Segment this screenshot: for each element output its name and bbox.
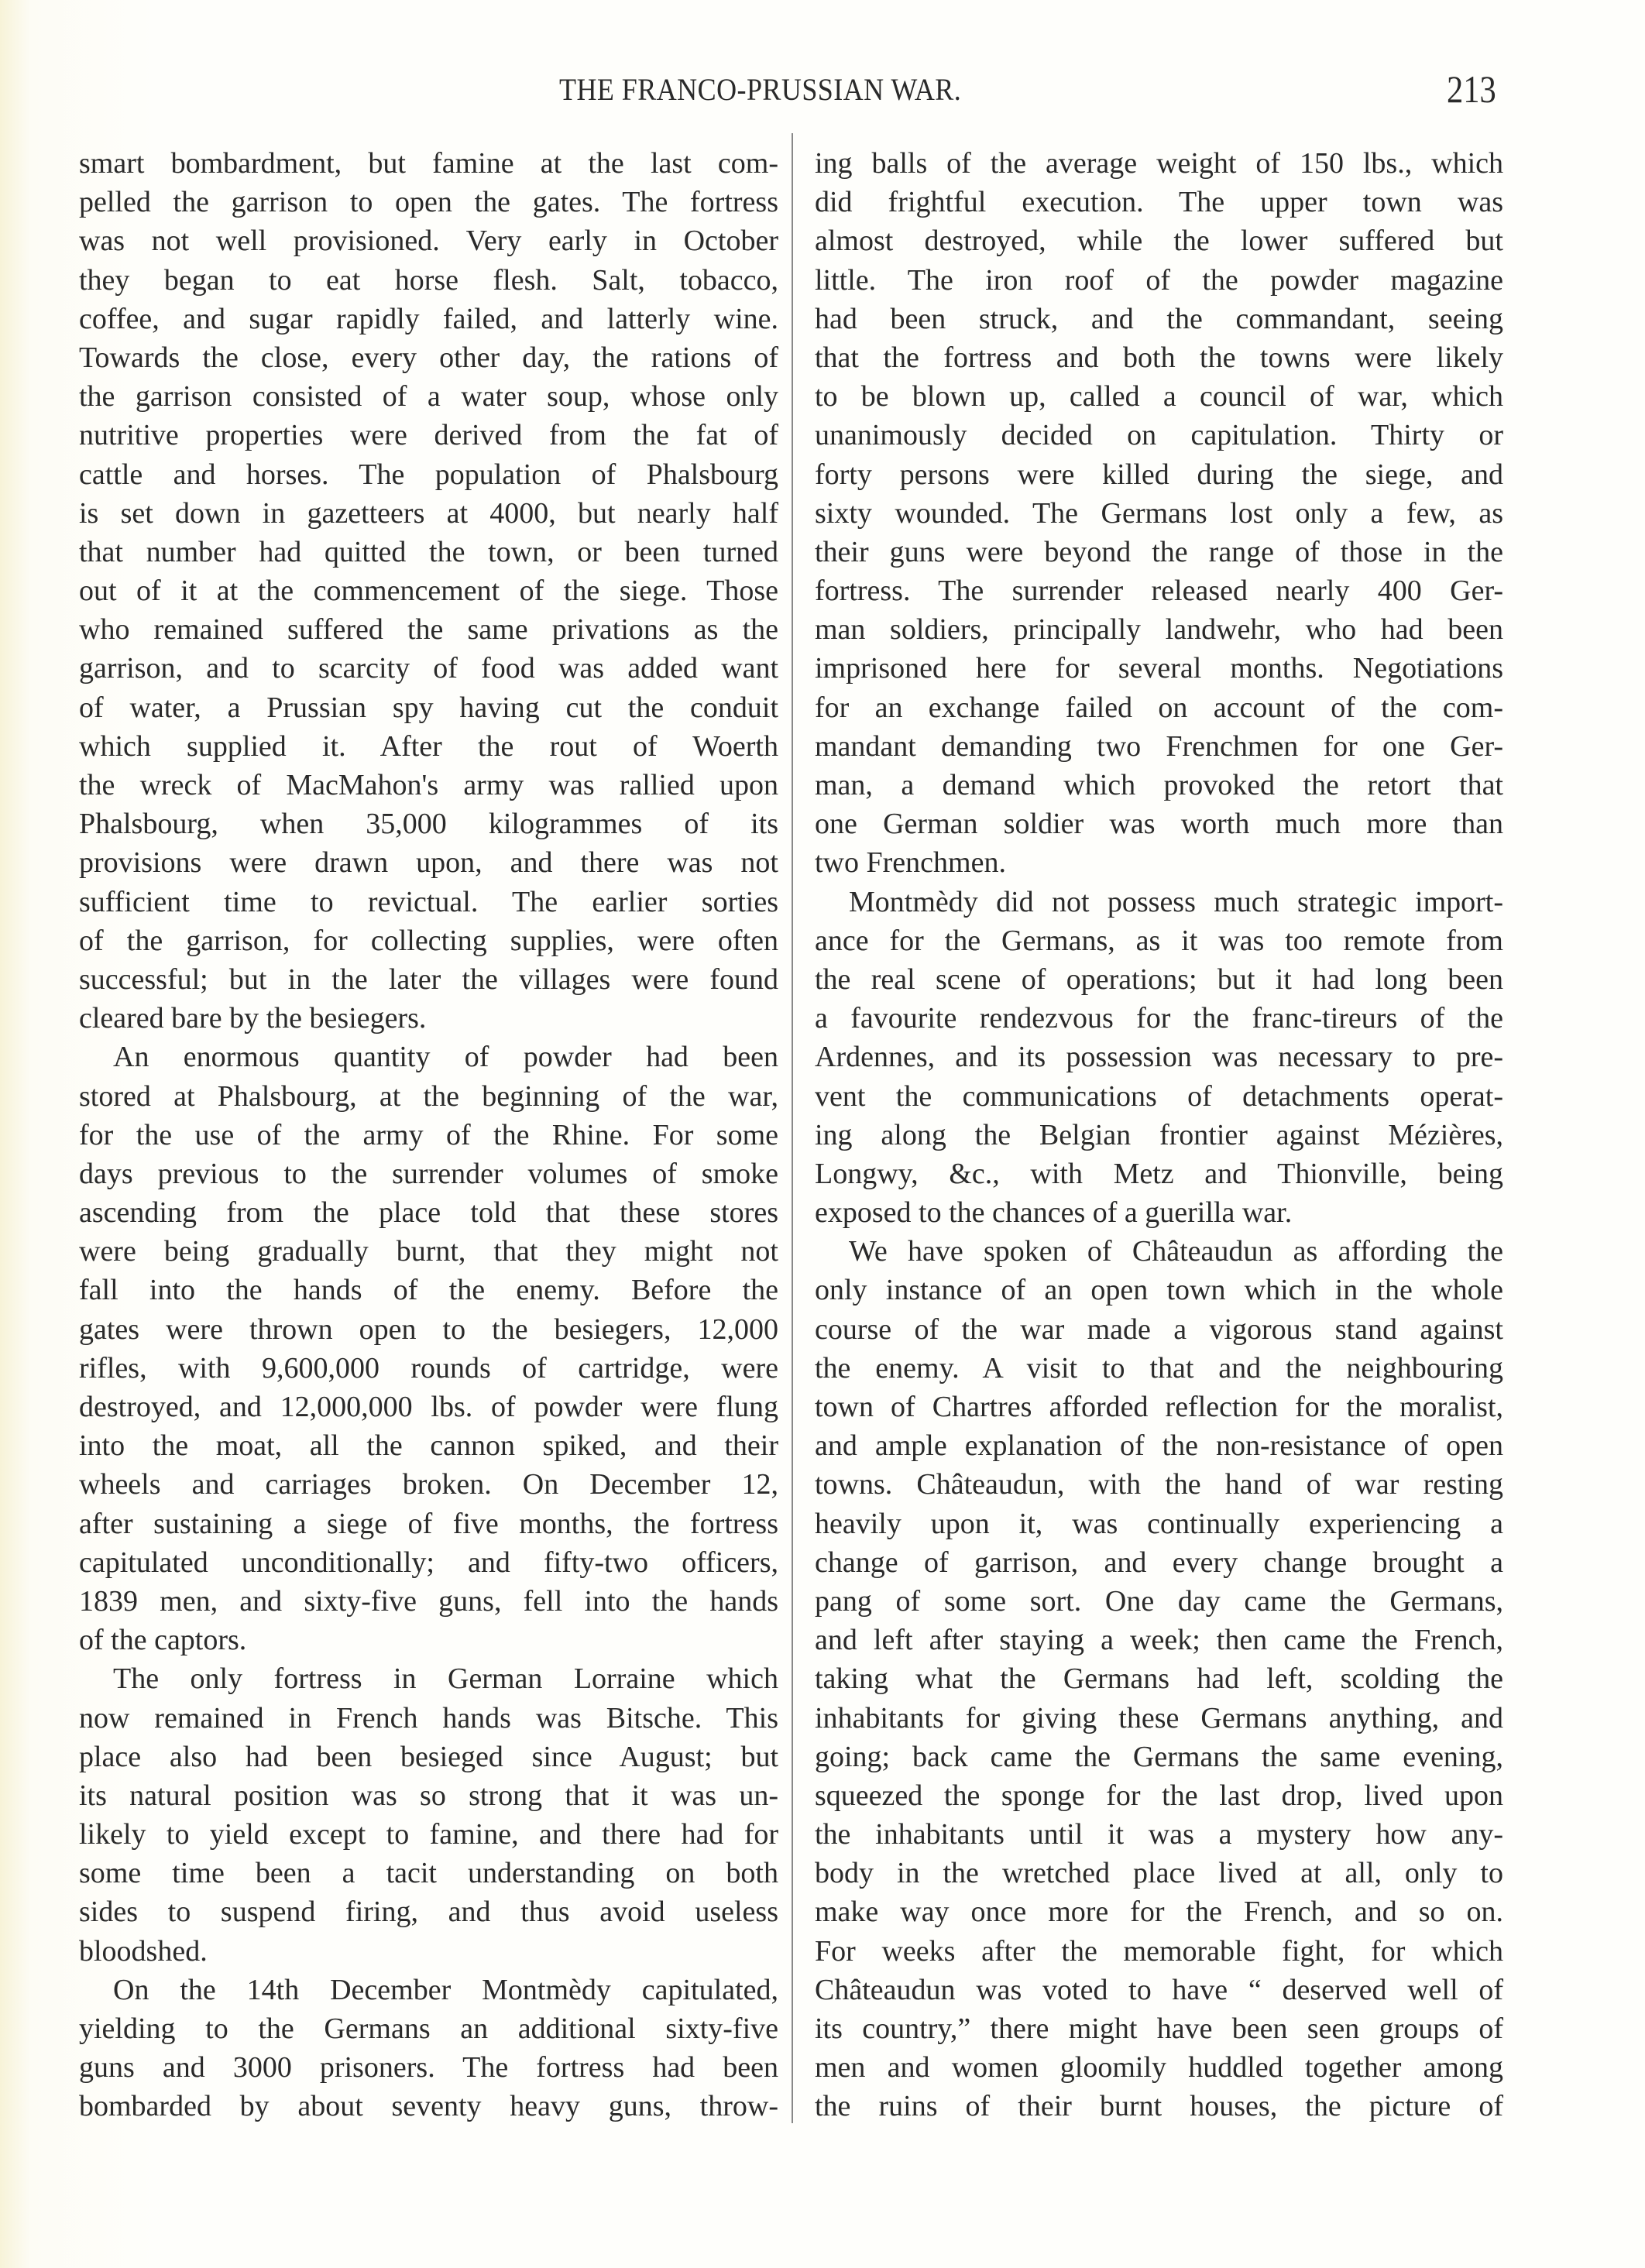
text-line: some time been a tacit understanding on both xyxy=(79,1857,778,1890)
text-line: almost destroyed, while the lower suffered but xyxy=(815,225,1503,258)
text-line: did frightful execution. The upper town was xyxy=(815,186,1503,219)
text-line: likely to yield except to famine, and there had for xyxy=(79,1818,778,1851)
text-line: after sustaining a siege of five months, the fortress xyxy=(79,1507,778,1540)
text-line: ing balls of the average weight of 150 lbs., which xyxy=(815,147,1503,180)
text-line: fortress. The surrender released nearly 400 Ger- xyxy=(815,575,1503,608)
text-line: Montmèdy did not possess much strategic import- xyxy=(849,885,1503,918)
text-line: destroyed, and 12,000,000 lbs. of powder were flung xyxy=(79,1391,778,1423)
text-line: garrison, and to scarcity of food was added want xyxy=(79,652,778,685)
text-line: vent the communications of detachments operat- xyxy=(815,1079,1503,1113)
text-line: place also had been besieged since August; but xyxy=(79,1740,778,1773)
text-line: its natural position was so strong that it was un- xyxy=(79,1779,778,1812)
column-divider xyxy=(792,133,793,2123)
text-line: inhabitants for giving these Germans anything, and xyxy=(815,1701,1503,1734)
running-title: THE FRANCO-PRUSSIAN WAR. xyxy=(559,72,962,107)
text-line: Phalsbourg, when 35,000 kilogrammes of its xyxy=(79,808,778,841)
text-line: the enemy. A visit to that and the neighbouring xyxy=(815,1351,1503,1384)
text-line: smart bombardment, but famine at the last com- xyxy=(79,147,778,180)
text-line: exposed to the chances of a guerilla war. xyxy=(815,1196,1293,1230)
text-line: rifles, with 9,600,000 rounds of cartridge, were xyxy=(79,1351,778,1384)
text-line: body in the wretched place lived at all, only to xyxy=(815,1857,1503,1890)
text-line: man soldiers, principally landwehr, who had been xyxy=(815,613,1503,647)
text-line: is set down in gazetteers at 4000, but nearly half xyxy=(79,496,778,530)
text-line: for the use of the army of the Rhine. For some xyxy=(79,1118,778,1151)
text-line: sufficient time to revictual. The earlier sorties xyxy=(79,885,778,918)
text-line: Châteaudun was voted to have “ deserved well of xyxy=(815,1973,1503,2006)
text-line: Towards the close, every other day, the rations of xyxy=(79,341,778,374)
text-line: they began to eat horse flesh. Salt, tobacco, xyxy=(79,263,778,297)
text-line: ing along the Belgian frontier against Mézières, xyxy=(815,1118,1503,1151)
text-line: town of Chartres afforded reflection for the moralist, xyxy=(815,1391,1503,1423)
text-line: Ardennes, and its possession was necessary to pre- xyxy=(815,1041,1503,1074)
text-line: fall into the hands of the enemy. Before the xyxy=(79,1274,778,1307)
page-number: 213 xyxy=(1447,67,1496,111)
text-line: make way once more for the French, and so on. xyxy=(815,1896,1503,1929)
text-line: was not well provisioned. Very early in October xyxy=(79,225,778,258)
text-line: 1839 men, and sixty-five guns, fell into the hands xyxy=(79,1584,778,1618)
text-line: which supplied it. After the rout of Woerth xyxy=(79,729,778,763)
text-line: the real scene of operations; but it had long been xyxy=(815,962,1503,996)
text-line: bloodshed. xyxy=(79,1934,208,1968)
text-line: pelled the garrison to open the gates. The fortress xyxy=(79,186,778,219)
text-line: were being gradually burnt, that they might not xyxy=(79,1235,778,1268)
text-line: cattle and horses. The population of Phalsbourg xyxy=(79,458,778,491)
text-line: its country,” there might have been seen groups of xyxy=(815,2012,1503,2045)
text-line: of the captors. xyxy=(79,1624,247,1657)
text-line: coffee, and sugar rapidly failed, and latterly wine. xyxy=(79,302,778,335)
text-line: one German soldier was worth much more than xyxy=(815,808,1503,841)
text-line: man, a demand which provoked the retort that xyxy=(815,769,1503,801)
text-line: their guns were beyond the range of those in the xyxy=(815,535,1503,568)
text-line: going; back came the Germans the same evening, xyxy=(815,1740,1503,1773)
text-line: little. The iron roof of the powder magazine xyxy=(815,263,1503,297)
text-line: capitulated unconditionally; and fifty-two officers, xyxy=(79,1546,778,1579)
text-line: For weeks after the memorable fight, for which xyxy=(815,1934,1503,1968)
text-line: forty persons were killed during the siege, and xyxy=(815,458,1503,491)
text-line: nutritive properties were derived from the fat of xyxy=(79,419,778,452)
text-line: taking what the Germans had left, scolding the xyxy=(815,1662,1503,1696)
text-line: course of the war made a vigorous stand against xyxy=(815,1312,1503,1346)
text-line: change of garrison, and every change brought a xyxy=(815,1546,1503,1579)
text-line: Longwy, &c., with Metz and Thionville, being xyxy=(815,1157,1503,1190)
text-line: yielding to the Germans an additional sixty-five xyxy=(79,2012,778,2045)
text-line: to be blown up, called a council of war, which xyxy=(815,380,1503,413)
text-line: wheels and carriages broken. On December 12, xyxy=(79,1468,778,1501)
right-column xyxy=(815,144,1503,2126)
text-line: provisions were drawn upon, and there was not xyxy=(79,846,778,880)
text-line: unanimously decided on capitulation. Thirty or xyxy=(815,419,1503,452)
text-line: the wreck of MacMahon's army was rallied upon xyxy=(79,769,778,801)
text-line: into the moat, all the cannon spiked, and their xyxy=(79,1429,778,1463)
text-line: now remained in French hands was Bitsche. This xyxy=(79,1701,778,1734)
text-line: ance for the Germans, as it was too remote from xyxy=(815,924,1503,957)
text-line: stored at Phalsbourg, at the beginning of the war, xyxy=(79,1079,778,1113)
text-line: mandant demanding two Frenchmen for one Ger- xyxy=(815,729,1503,763)
text-line: On the 14th December Montmèdy capitulated, xyxy=(113,1973,778,2006)
text-line: that the fortress and both the towns were likely xyxy=(815,341,1503,374)
text-line: bombarded by about seventy heavy guns, throw- xyxy=(79,2090,778,2123)
text-line: men and women gloomily huddled together among xyxy=(815,2051,1503,2084)
text-line: only instance of an open town which in the whole xyxy=(815,1274,1503,1307)
text-line: imprisoned here for several months. Negotiations xyxy=(815,652,1503,685)
text-line: for an exchange failed on account of the com- xyxy=(815,691,1503,724)
text-line: cleared bare by the besiegers. xyxy=(79,1002,427,1035)
text-line: sides to suspend firing, and thus avoid useless xyxy=(79,1896,778,1929)
text-line: out of it at the commencement of the siege. Those xyxy=(79,575,778,608)
text-line: ascending from the place told that these stores xyxy=(79,1196,778,1230)
text-line: of the garrison, for collecting supplies, were often xyxy=(79,924,778,957)
text-line: We have spoken of Châteaudun as affording the xyxy=(849,1235,1503,1268)
text-line: and ample explanation of the non-resistance of open xyxy=(815,1429,1503,1463)
text-line: that number had quitted the town, or been turned xyxy=(79,535,778,568)
text-line: towns. Châteaudun, with the hand of war resting xyxy=(815,1468,1503,1501)
text-line: successful; but in the later the villages were found xyxy=(79,962,778,996)
text-line: had been struck, and the commandant, seeing xyxy=(815,302,1503,335)
text-line: gates were thrown open to the besiegers, 12,000 xyxy=(79,1312,778,1346)
text-line: two Frenchmen. xyxy=(815,846,1006,880)
text-line: An enormous quantity of powder had been xyxy=(113,1041,778,1074)
text-line: the inhabitants until it was a mystery how any- xyxy=(815,1818,1503,1851)
text-line: days previous to the surrender volumes of smoke xyxy=(79,1157,778,1190)
text-line: the ruins of their burnt houses, the picture of xyxy=(815,2090,1503,2123)
text-line: sixty wounded. The Germans lost only a few, as xyxy=(815,496,1503,530)
text-line: who remained suffered the same privations as the xyxy=(79,613,778,647)
text-line: pang of some sort. One day came the Germans, xyxy=(815,1584,1503,1618)
text-line: squeezed the sponge for the last drop, lived upon xyxy=(815,1779,1503,1812)
text-line: guns and 3000 prisoners. The fortress had been xyxy=(79,2051,778,2084)
text-line: a favourite rendezvous for the franc-tireurs of the xyxy=(815,1002,1503,1035)
text-line: the garrison consisted of a water soup, whose only xyxy=(79,380,778,413)
text-line: The only fortress in German Lorraine which xyxy=(113,1662,778,1696)
text-line: heavily upon it, was continually experiencing a xyxy=(815,1507,1503,1540)
text-line: and left after staying a week; then came the French, xyxy=(815,1624,1503,1657)
page-header xyxy=(0,67,1645,111)
text-line: of water, a Prussian spy having cut the conduit xyxy=(79,691,778,724)
left-column xyxy=(79,144,778,2126)
